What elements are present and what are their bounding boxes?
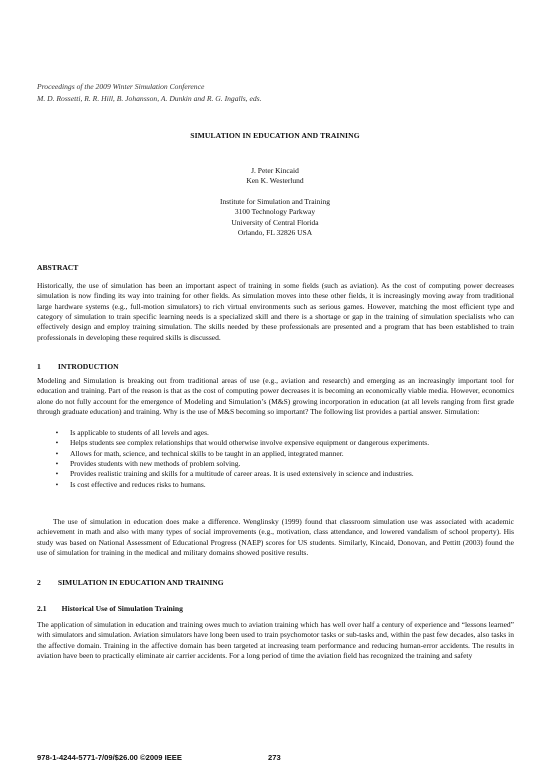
abstract-heading: ABSTRACT bbox=[37, 263, 79, 272]
bullet-icon: • bbox=[55, 459, 59, 469]
page-number: 273 bbox=[268, 753, 281, 762]
list-item: • Provides students with new methods of problem solving. bbox=[52, 459, 514, 469]
list-item: • Provides realistic training and skills for a multitude of career areas. It is used extensively in science and industries. bbox=[52, 469, 514, 479]
bullet-icon: • bbox=[55, 469, 59, 479]
editors-line: M. D. Rossetti, R. R. Hill, B. Johansson, A. Dunkin and R. G. Ingalls, eds. bbox=[37, 94, 262, 103]
subsection-heading-historical-use: 2.1 Historical Use of Simulation Training bbox=[37, 604, 183, 613]
author-name: J. Peter Kincaid bbox=[251, 166, 299, 175]
section-heading-simulation-education: 2 SIMULATION IN EDUCATION AND TRAINING bbox=[37, 578, 224, 587]
proceedings-line: Proceedings of the 2009 Winter Simulation Conference bbox=[37, 82, 205, 91]
bullet-icon: • bbox=[55, 438, 59, 448]
bullet-icon: • bbox=[55, 479, 59, 489]
list-item: • Allows for math, science, and technical skills to be taught in an applied, integrated manner. bbox=[52, 449, 514, 459]
affiliation-line: 3100 Technology Parkway bbox=[234, 207, 316, 217]
list-item: • Is applicable to students of all levels and ages. bbox=[52, 428, 514, 438]
section-heading-introduction: 1 INTRODUCTION bbox=[37, 362, 119, 371]
abstract-text: Historically, the use of simulation has been an important aspect of training in some fields (such as aviation). As the cost of computing power decreases simulation is now finding its way into training for other fields. As simulation moves into these other fields, it is increasingly moving away from traditional large hardware systems (e.g., full-motion simulators) to rich virtual environments such as serious games. However, matching the most efficient type and category of simulation to train specific learning needs is a specialized skill and there is a shortage or gap in the training of simulation specialists who can effectively design and employ training simulation. The skills needed by these professionals are presented and a program that has been established to train professionals in developing these required skills is discussed. bbox=[37, 281, 514, 342]
affiliation-line: Orlando, FL 32826 USA bbox=[237, 227, 313, 237]
affiliation-line: University of Central Florida bbox=[231, 217, 319, 227]
intro-paragraph-2: The use of simulation in education does make a difference. Wenglinsky (1999) found that classroom simulation use was associated with academic achievement in math and also with many types of social improvements (e.g., motivation, class attendance, and lowered vandalism of school property). His study was based on National Assessment of Educational Progress (NAEP) scores for US students. Similarly, Kincaid, Donovan, and Pettitt (2003) found the use of simulation for training in the medical and military domains showed positive results. bbox=[37, 517, 514, 558]
intro-paragraph: Modeling and Simulation is breaking out from traditional areas of use (e.g., aviation and research) and emerging as an increasingly important tool for education and training. Part of the reason is that as the cost of computing power decreases it is becoming an economically viable media. However, economics alone do not fully account for the emergence of Modeling and Simulation’s (M&S) growing incorporation in education (at all levels ranging from first grade through graduate education) and training. Why is the use of M&S becoming so important? The following list provides a partial answer. Simulation: bbox=[37, 376, 514, 417]
author-list bbox=[0, 166, 550, 187]
isbn-copyright: 978-1-4244-5771-7/09/$26.00 ©2009 IEEE bbox=[37, 753, 182, 762]
affiliation-line: Institute for Simulation and Training bbox=[220, 197, 330, 206]
list-item: • Helps students see complex relationships that would otherwise involve expensive equipment or dangerous experiments. bbox=[52, 438, 514, 448]
simulation-benefits-list bbox=[52, 428, 514, 490]
bullet-icon: • bbox=[55, 448, 59, 458]
author-name: Ken K. Westerlund bbox=[246, 176, 304, 186]
paper-title: SIMULATION IN EDUCATION AND TRAINING bbox=[190, 131, 360, 140]
historical-use-paragraph: The application of simulation in education and training owes much to aviation training which has well over half a century of experience and “lessons learned” with simulators and simulation. Aviation simulators have long been used to train psychomotor tasks or sub-tasks and, within the past few decades, also tasks in the affective domain. Training in the affective domain has been targeted at increasing team performance and reducing human-error accidents. The results in aviation have been to practically eliminate air carrier accidents. For a long period of time the aviation field has recognized the training and safety bbox=[37, 620, 514, 661]
affiliation-block bbox=[0, 197, 550, 238]
bullet-icon: • bbox=[55, 428, 59, 437]
list-item: • Is cost effective and reduces risks to humans. bbox=[52, 480, 514, 490]
